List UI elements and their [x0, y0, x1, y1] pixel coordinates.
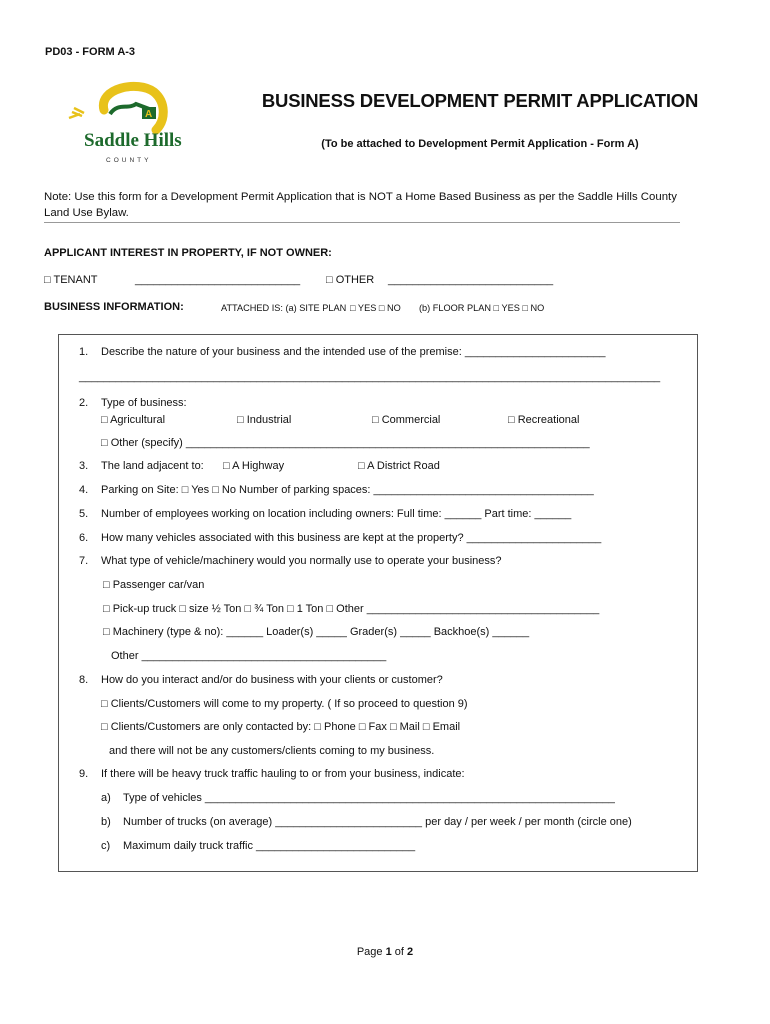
- site-plan-yes-no[interactable]: □ YES □ NO: [350, 303, 401, 313]
- q9a-field[interactable]: Type of vehicles ___________________________________________________________________: [123, 792, 615, 804]
- q4-number: 4.: [79, 484, 89, 496]
- q7-text: What type of vehicle/machinery would you normally use to operate your business?: [101, 555, 502, 567]
- q4-text[interactable]: Parking on Site: □ Yes □ No Number of parking spaces: ____________________________________: [101, 484, 594, 496]
- page-title: BUSINESS DEVELOPMENT PERMIT APPLICATION: [261, 90, 699, 111]
- q9-text: If there will be heavy truck traffic hauling to or from your business, indicate:: [101, 768, 465, 780]
- q5-number: 5.: [79, 508, 89, 520]
- page-subtitle: (To be attached to Development Permit Application - Form A): [321, 138, 639, 150]
- tenant-checkbox[interactable]: □ TENANT: [44, 274, 98, 286]
- logo-subtext: COUNTY: [106, 157, 152, 164]
- q7-machinery[interactable]: □ Machinery (type & no): ______ Loader(s) _____ Grader(s) _____ Backhoe(s) ______: [103, 626, 530, 638]
- q7-number: 7.: [79, 555, 89, 567]
- q7-passenger-car[interactable]: □ Passenger car/van: [103, 579, 205, 591]
- q9c-label: c): [101, 840, 111, 852]
- q3-district-road[interactable]: □ A District Road: [358, 460, 440, 472]
- q2-other[interactable]: □ Other (specify) __________________________________________________________________: [101, 437, 590, 449]
- q8-clients-come[interactable]: □ Clients/Customers will come to my property. ( If so proceed to question 9): [101, 698, 468, 710]
- other-field[interactable]: ___________________________: [388, 274, 554, 286]
- divider: [44, 222, 680, 223]
- q9a-label: a): [101, 792, 111, 804]
- q5-text[interactable]: Number of employees working on location including owners: Full time: ______ Part time: ______: [101, 508, 572, 520]
- logo-text: Saddle Hills: [84, 130, 182, 151]
- q8-number: 8.: [79, 674, 89, 686]
- svg-text:A: A: [145, 109, 153, 120]
- q3-text: The land adjacent to:: [101, 460, 204, 472]
- other-checkbox[interactable]: □ OTHER: [326, 274, 375, 286]
- q2-recreational[interactable]: □ Recreational: [508, 414, 580, 426]
- county-logo: [66, 80, 184, 164]
- q8-text: How do you interact and/or do business with your clients or customer?: [101, 674, 443, 686]
- q1-line[interactable]: _______________________________________________________________________________________________: [79, 371, 661, 383]
- q6-text[interactable]: How many vehicles associated with this business are kept at the property? ______________________: [101, 532, 602, 544]
- q8-clients-contacted[interactable]: □ Clients/Customers are only contacted by: □ Phone □ Fax □ Mail □ Email: [101, 721, 461, 733]
- q7-pickup-truck[interactable]: □ Pick-up truck □ size ½ Ton □ ¾ Ton □ 1 Ton □ Other ______________________________________: [103, 603, 600, 615]
- q3-number: 3.: [79, 460, 89, 472]
- business-info-heading: BUSINESS INFORMATION:: [44, 301, 184, 313]
- q6-number: 6.: [79, 532, 89, 544]
- floor-plan-yes-no[interactable]: (b) FLOOR PLAN □ YES □ NO: [419, 303, 545, 313]
- q2-number: 2.: [79, 397, 89, 409]
- q7-other[interactable]: Other ________________________________________: [111, 650, 387, 662]
- page-number: Page 1 of 2: [356, 946, 414, 958]
- q9b-label: b): [101, 816, 111, 828]
- q1-text[interactable]: Describe the nature of your business and the intended use of the premise: _______________________: [101, 346, 606, 358]
- q9c-field[interactable]: Maximum daily truck traffic __________________________: [123, 840, 416, 852]
- q2-text: Type of business:: [101, 397, 187, 409]
- tenant-field[interactable]: ___________________________: [135, 274, 301, 286]
- q9-number: 9.: [79, 768, 89, 780]
- q2-commercial[interactable]: □ Commercial: [372, 414, 441, 426]
- q2-agricultural[interactable]: □ Agricultural: [101, 414, 166, 426]
- q1-number: 1.: [79, 346, 89, 358]
- q3-highway[interactable]: □ A Highway: [223, 460, 285, 472]
- form-id: PD03 - FORM A-3: [45, 46, 136, 58]
- q2-industrial[interactable]: □ Industrial: [237, 414, 292, 426]
- attached-site-plan: ATTACHED IS: (a) SITE PLAN: [221, 303, 347, 313]
- q9b-field[interactable]: Number of trucks (on average) ________________________ per day / per week / per month (circle one): [123, 816, 632, 828]
- q8-no-visitors: and there will not be any customers/clients coming to my business.: [109, 745, 435, 757]
- note-text: Note: Use this form for a Development Permit Application that is NOT a Home Based Business as per the Saddle Hills County Land Use Bylaw.: [44, 191, 677, 219]
- applicant-heading: APPLICANT INTEREST IN PROPERTY, IF NOT OWNER:: [44, 247, 332, 259]
